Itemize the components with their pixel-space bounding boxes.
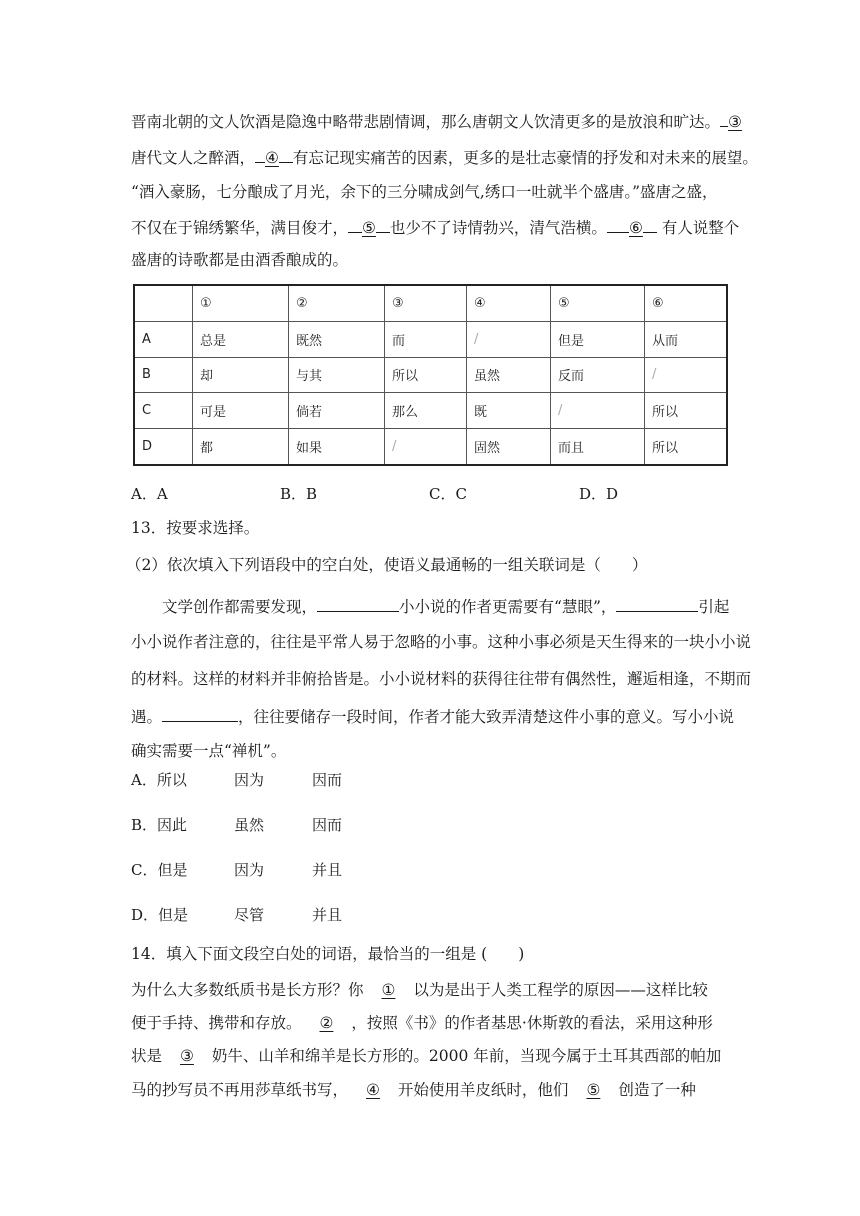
q14-passage-line2 — [131, 1013, 713, 1033]
q13-passage-line2: 小小说作者注意的，往往是平常人易于忽略的小事。这种小事必须是天生得来的一块小小说 — [131, 633, 752, 651]
table-cell: 从而 — [645, 321, 728, 357]
text-segment: 唐代文人之醉酒， — [131, 149, 256, 167]
q14-passage-line4 — [131, 1080, 696, 1100]
text-segment: 文学创作都需要发现， — [162, 598, 318, 616]
text-segment: 不仅在于锦绣繁华，满目俊才， — [131, 219, 349, 237]
option-word-2: 因为 — [234, 771, 265, 789]
question-13-subtitle: （2）依次填入下列语段中的空白处，使语义最通畅的一组关联词是（ ） — [126, 556, 648, 574]
option-word-3: 因而 — [312, 816, 343, 834]
text-segment: 便于手持、携带和存放。 — [131, 1014, 302, 1032]
blank-marker-4: ④ — [366, 1081, 380, 1099]
text-segment: 小小说的作者更需要有“慧眼”， — [399, 598, 617, 616]
table-cell: / — [385, 429, 467, 465]
table-cell: 虽然 — [467, 357, 551, 393]
table-row — [134, 393, 727, 429]
blank-marker-3: ③ — [728, 113, 742, 131]
passage1-line1 — [131, 110, 742, 132]
option-label: B．因此 — [131, 816, 188, 834]
blank-marker-5: ⑤ — [586, 1081, 601, 1099]
q14-passage-line1 — [131, 980, 708, 1000]
table-cell: 既 — [467, 393, 551, 429]
table-cell: 反而 — [551, 357, 645, 393]
blank-marker-6: ⑥ — [628, 219, 643, 237]
option-word-3: 并且 — [312, 906, 343, 924]
q13-passage-line1 — [162, 595, 729, 617]
table-cell: 那么 — [385, 393, 467, 429]
q13-passage-line4 — [131, 705, 734, 727]
option-word-2: 因为 — [234, 861, 265, 879]
table-cell: ⑤ — [551, 285, 645, 321]
table-cell: 所以 — [645, 393, 728, 429]
blank-marker-3: ③ — [180, 1047, 194, 1065]
question-14-title: 14．填入下面文段空白处的词语，最恰当的一组是 ( ) — [131, 945, 525, 963]
text-segment: 开始使用羊皮纸时，他们 — [397, 1081, 569, 1099]
table-cell: ④ — [467, 285, 551, 321]
table-cell: ② — [289, 285, 385, 321]
table-cell: 所以 — [645, 429, 728, 465]
option-label: D．但是 — [131, 906, 189, 924]
passage1-line2 — [131, 146, 758, 168]
table-cell: C — [134, 393, 193, 429]
choice-c[interactable]: C．C — [429, 485, 467, 503]
question-13-title: 13．按要求选择。 — [131, 519, 260, 537]
choice-b[interactable]: B．B — [280, 485, 318, 503]
blank-marker-5: ⑤ — [362, 219, 376, 237]
blank-marker-4: ④ — [265, 149, 279, 167]
text-segment: 晋南北朝的文人饮酒是隐逸中略带悲剧情调，那么唐朝文人饮清更多的是放浪和旷达。 — [131, 113, 721, 131]
q13-passage-line5: 确实需要一点“禅机”。 — [131, 742, 287, 760]
text-segment: 也少不了诗情勃兴，清气浩横。 — [389, 219, 607, 237]
table-row — [134, 357, 727, 393]
table-cell: ⑥ — [645, 285, 728, 321]
q13-option-c[interactable] — [131, 860, 343, 880]
table-cell: / — [645, 357, 728, 393]
passage1-line4 — [131, 216, 739, 238]
table-cell: ① — [193, 285, 289, 321]
q13-option-b[interactable] — [131, 815, 343, 835]
option-word-3: 并且 — [312, 861, 343, 879]
text-segment: 为什么大多数纸质书是长方形？你 — [131, 981, 364, 999]
table-cell: 所以 — [385, 357, 467, 393]
option-word-3: 因而 — [312, 771, 343, 789]
q13-option-a[interactable] — [131, 770, 343, 790]
text-segment: 状是 — [131, 1047, 163, 1065]
text-segment: 有人说整个 — [661, 219, 740, 237]
text-segment: 创造了一种 — [618, 1081, 696, 1099]
table-cell: / — [551, 393, 645, 429]
table-cell: 倘若 — [289, 393, 385, 429]
table-cell: 而且 — [551, 429, 645, 465]
table-cell: ③ — [385, 285, 467, 321]
table-cell: 如果 — [289, 429, 385, 465]
q13-passage-line3: 的材料。这样的材料并非俯拾皆是。小小说材料的获得往往带有偶然性，邂逅相逢，不期而 — [131, 670, 752, 688]
q14-passage-line3 — [131, 1046, 721, 1066]
option-label: C．但是 — [131, 861, 188, 879]
table-cell — [134, 285, 193, 321]
table-cell: B — [134, 357, 193, 393]
choice-d[interactable]: D．D — [579, 485, 619, 503]
passage1-line3: “酒入豪肠，七分酿成了月光，余下的三分啸成剑气,绣口一吐就半个盛唐。”盛唐之盛， — [131, 183, 718, 201]
table-cell: 都 — [193, 429, 289, 465]
option-word-2: 尽管 — [234, 906, 265, 924]
table-cell: 与其 — [289, 357, 385, 393]
text-segment: ，按照《书》的作者基思·休斯敦的看法，采用这种形 — [351, 1014, 713, 1032]
option-label: A．所以 — [131, 771, 187, 789]
text-segment: 以为是出于人类工程学的原因——这样比较 — [413, 981, 708, 999]
text-segment: 遇。 — [131, 708, 163, 726]
text-segment: 奶牛、山羊和绵羊是长方形的。2000 年前，当现今属于土耳其西部的帕加 — [211, 1047, 722, 1065]
table-row — [134, 429, 727, 465]
table-cell: 既然 — [289, 321, 385, 357]
text-segment: 有忘记现实痛苦的因素，更多的是壮志豪情的抒发和对未来的展望。 — [292, 149, 758, 167]
table-cell: 总是 — [193, 321, 289, 357]
choice-a[interactable]: A．A — [131, 485, 168, 503]
table-cell: / — [467, 321, 551, 357]
table-cell: 可是 — [193, 393, 289, 429]
table-cell: D — [134, 429, 193, 465]
table-cell: 却 — [193, 357, 289, 393]
text-segment: 引起 — [698, 598, 730, 616]
table-cell: 而 — [385, 321, 467, 357]
table-cell: 固然 — [467, 429, 551, 465]
blank-marker-1: ① — [381, 981, 396, 999]
table-row — [134, 321, 727, 357]
options-table — [133, 284, 728, 466]
table-header-row — [134, 285, 727, 321]
table-cell: 但是 — [551, 321, 645, 357]
text-segment: ，往往要储存一段时间，作者才能大致弄清楚这件小事的意义。写小小说 — [238, 708, 735, 726]
passage1-line5: 盛唐的诗歌都是由酒香酿成的。 — [131, 251, 349, 269]
table-cell: A — [134, 321, 193, 357]
option-word-2: 虽然 — [234, 816, 265, 834]
q13-option-d[interactable] — [131, 905, 343, 925]
text-segment: 马的抄写员不再用莎草纸书写， — [131, 1081, 349, 1099]
blank-marker-2: ② — [319, 1014, 334, 1032]
